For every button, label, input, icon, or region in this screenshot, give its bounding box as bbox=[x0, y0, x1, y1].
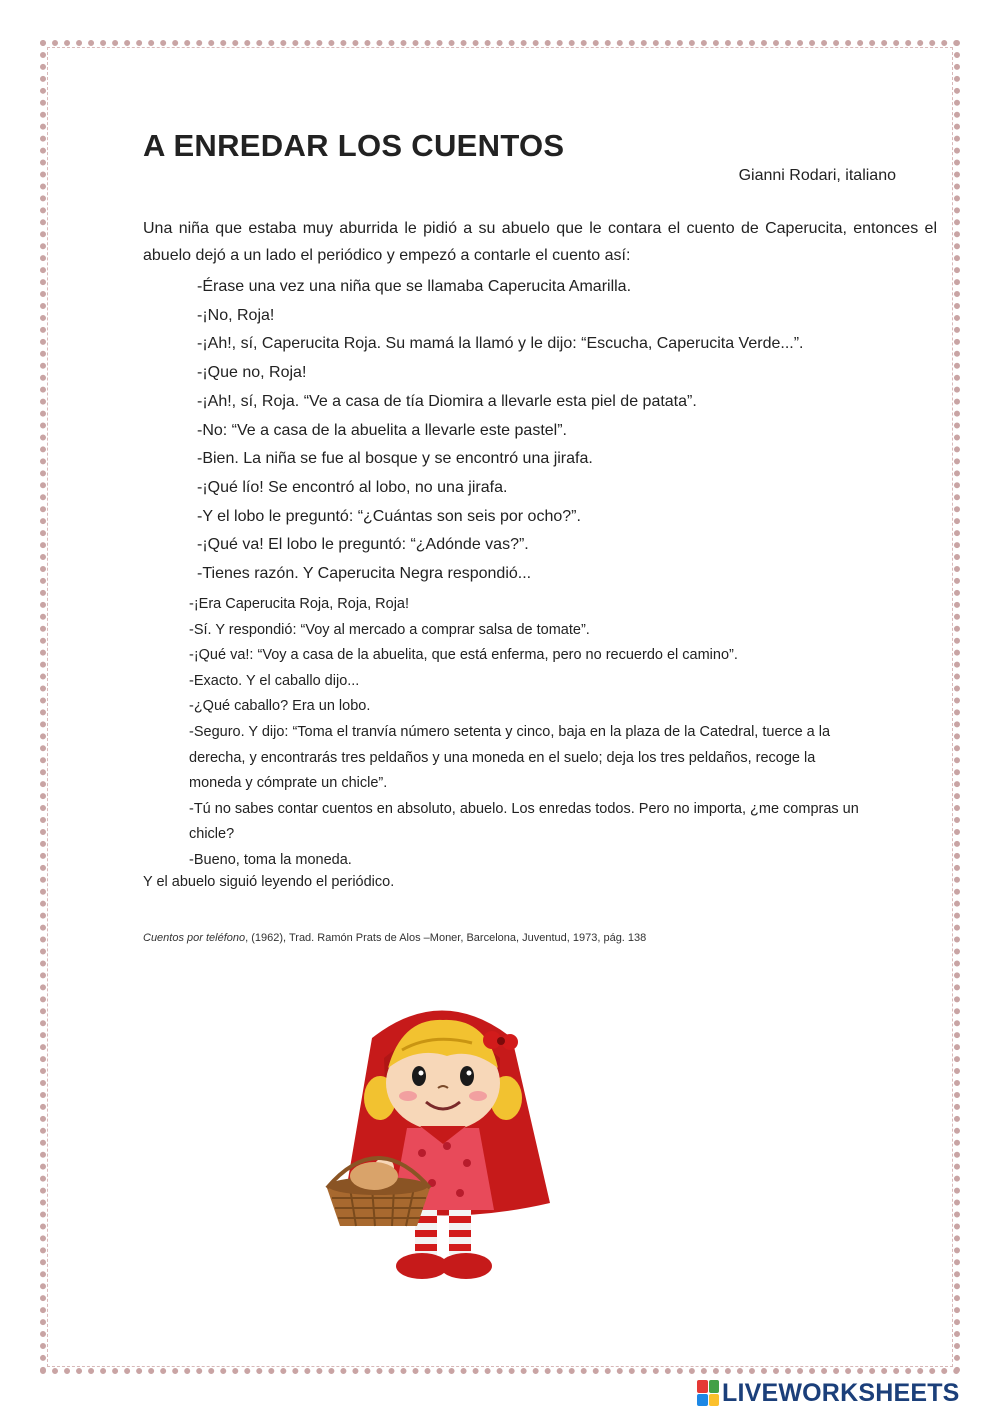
dialogue-line: -¡Ah!, sí, Roja. “Ve a casa de tía Diomira a llevarle esta piel de patata”. bbox=[197, 392, 697, 410]
dialogue-line: -¡Ah!, sí, Caperucita Roja. Su mamá la llamó y le dijo: “Escucha, Caperucita Verde...”. bbox=[197, 335, 804, 353]
dialogue-line: -Seguro. Y dijo: “Toma el tranvía número setenta y cinco, baja en la plaza de la Catedral, tuerce a la derecha, y encontrarás tres peldaños y una moneda en el suelo; deja los tres peldaños, recoge la moneda y cómprate un chicle”. bbox=[189, 723, 831, 792]
dialogue-line: -¡Que no, Roja! bbox=[197, 364, 307, 382]
logo-badge-icon bbox=[697, 1380, 719, 1406]
dialogue-line: -Y el lobo le preguntó: “¿Cuántas son seis por ocho?”. bbox=[197, 507, 581, 525]
dialogue-list-large bbox=[197, 273, 803, 589]
eye bbox=[460, 1066, 474, 1086]
dialogue-line: -Érase una vez una niña que se llamaba Caperucita Amarilla. bbox=[197, 278, 632, 295]
dialogue-line: -Bien. La niña se fue al bosque y se encontró una jirafa. bbox=[197, 450, 593, 468]
dialogue-line: -¡Qué lío! Se encontró al lobo, no una jirafa. bbox=[197, 478, 508, 496]
dialogue-line: -¡No, Roja! bbox=[197, 306, 275, 324]
citation-details: , (1962), Trad. Ramón Prats de Alos –Moner, Barcelona, Juventud, 1973, pág. 138 bbox=[245, 932, 647, 944]
dialogue-line: -¿Qué caballo? Era un lobo. bbox=[189, 698, 371, 715]
eye bbox=[412, 1066, 426, 1086]
badge-cell bbox=[709, 1380, 720, 1393]
badge-cell bbox=[709, 1394, 720, 1407]
badge-cell bbox=[697, 1380, 708, 1393]
dialogue-line: -Bueno, toma la moneda. bbox=[189, 851, 352, 868]
brand-name: LIVEWORKSHEETS bbox=[722, 1378, 960, 1407]
dialogue-line: -No: “Ve a casa de la abuelita a llevarle este pastel”. bbox=[197, 421, 567, 439]
author-line: Gianni Rodari, italiano bbox=[738, 167, 896, 184]
red-riding-hood-illustration bbox=[322, 998, 562, 1288]
dialogue-line: -¡Era Caperucita Roja, Roja, Roja! bbox=[189, 596, 410, 612]
dialogue-line: -Sí. Y respondió: “Voy al mercado a comprar salsa de tomate”. bbox=[189, 621, 590, 638]
intro-paragraph: Una niña que estaba muy aburrida le pidió a su abuelo que le contara el cuento de Caperucita, entonces el abuelo dejó a un lado el periódico y empezó a contarle el cuento así: bbox=[143, 220, 937, 264]
liveworksheets-logo bbox=[697, 1378, 960, 1408]
citation bbox=[143, 932, 646, 944]
dialogue-line: -Exacto. Y el caballo dijo... bbox=[189, 672, 360, 689]
closing-line: Y el abuelo siguió leyendo el periódico. bbox=[143, 874, 395, 890]
dialogue-line: -Tienes razón. Y Caperucita Negra respondió... bbox=[197, 565, 532, 583]
shoe bbox=[440, 1253, 492, 1279]
dialogue-list-small bbox=[189, 592, 869, 874]
dialogue-line: -Tú no sabes contar cuentos en absoluto, abuelo. Los enredas todos. Pero no importa, ¿me compras un chicle? bbox=[189, 800, 859, 843]
page-title: A ENREDAR LOS CUENTOS bbox=[143, 128, 565, 163]
badge-cell bbox=[697, 1394, 708, 1407]
dialogue-line: -¡Qué va!: “Voy a casa de la abuelita, que está enferma, pero no recuerdo el camino”. bbox=[189, 647, 738, 664]
dialogue-line: -¡Qué va! El lobo le preguntó: “¿Adónde vas?”. bbox=[197, 536, 529, 554]
citation-book-title: Cuentos por teléfono bbox=[143, 932, 246, 944]
